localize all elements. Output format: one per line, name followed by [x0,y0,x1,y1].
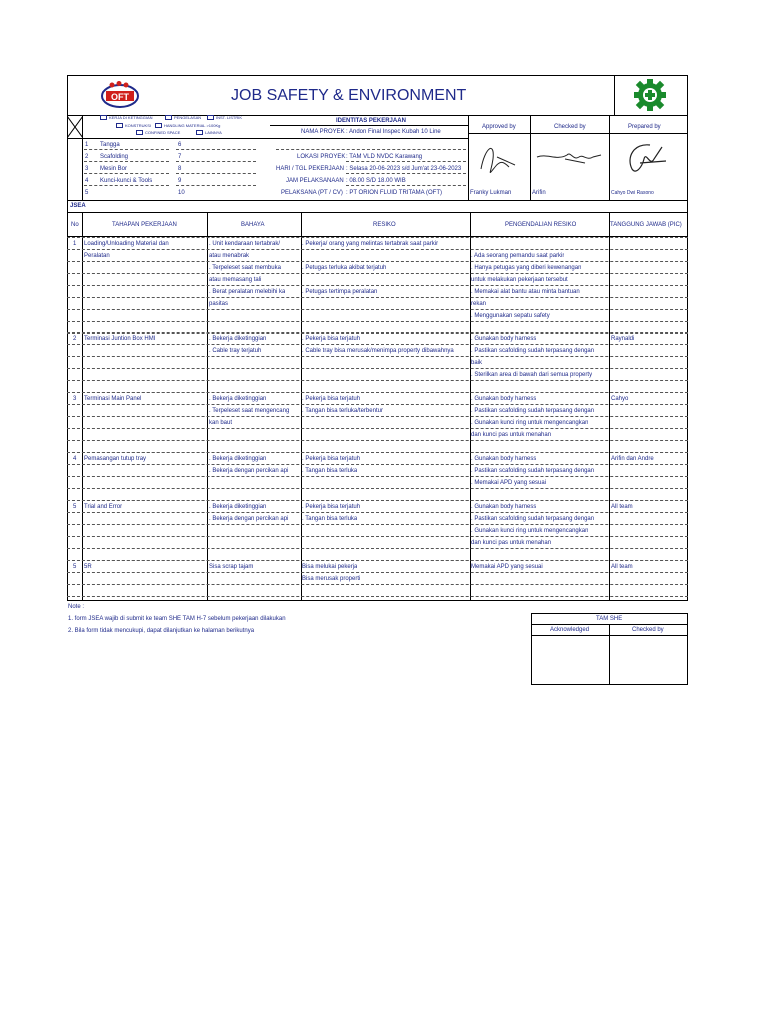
cell-bahaya: . Terpeleset saat membuka [209,265,281,271]
category-inst-listrik[interactable]: INST. LISTRIK [207,115,242,121]
cell-resiko: Bisa melukai pekerja [302,564,358,570]
cell-pengendalian: rekan [471,301,487,307]
prepared-name: Cahyo Dwi Rasono [611,190,654,196]
cell-pengendalian: untuk melakukan pekerjaan tersebut [471,277,568,283]
jsea-label: JSEA [70,203,86,209]
row-no: 3 [73,396,77,402]
row-no: 2 [73,336,77,342]
safety-gear-icon [632,78,668,112]
cell-pengendalian: . Memakai APD yang sesuai [471,480,547,486]
cell-pengendalian: . Gunakan kunci ring untuk mengencangkan [471,420,589,426]
category-pengelasan[interactable]: PENGELASAN [165,115,201,121]
cell-bahaya: . Terpeleset saat mengencang [209,408,290,414]
row-no: 1 [73,241,77,247]
tool-no2: 10 [178,190,185,196]
signature-prepared [620,137,670,181]
cell-resiko: . Tangan bisa terluka [302,516,358,522]
row-no: 5 [73,504,77,510]
category-konstruksi[interactable]: KONSTRUKSI [116,123,151,129]
cell-pic: Raynaldi [611,336,635,342]
cell-pengendalian: . Sterilkan area di bawah dari semua property [471,372,593,378]
cell-tahapan: Terminasi Main Panel [84,396,142,402]
row-no: 5 [73,564,77,570]
tool-no: 5 [85,190,89,196]
tool-no2: 8 [178,166,182,172]
cell-resiko: . Cable tray bisa merusak/menimpa property dibawahnya [302,348,454,354]
cell-pengendalian: . Gunakan body harness [471,504,537,510]
pelaksana-label: PELAKSANA (PT / CV) [281,190,343,196]
cell-resiko: . Pekerja bisa terjatuh [302,456,361,462]
cell-pengendalian: . Pastikan scafolding sudah terpasang dengan [471,408,595,414]
cell-pengendalian: . Gunakan kunci ring untuk mengencangkan [471,528,589,534]
cell-pengendalian: . Gunakan body harness [471,336,537,342]
cell-tahapan: 5R [84,564,92,570]
cell-tahapan: Terminasi Juntion Box HMI [84,336,156,342]
jam-label: JAM PELAKSANAAN [286,178,344,184]
nama-proyek-label: NAMA PROYEK [301,129,345,135]
tgl-value: : Selasa 20-06-2023 s/d Jum'at 23-06-2023 [346,166,462,172]
checked-by-label: Checked by [554,124,586,130]
note-item: 2. Bila form tidak mencukupi, dapat dilanjutkan ke halaman berikutnya [68,628,255,634]
cell-tahapan: Peralatan [84,253,110,259]
tool-no: 2 [85,154,89,160]
checked-name: Arifin [532,190,546,196]
signature-approved [475,137,525,183]
cell-resiko: . Tangan bisa terluka [302,468,358,474]
cell-pic: All team [611,564,633,570]
category-handling-material[interactable]: HANDLING MATERIAL >100Kg [155,123,220,129]
cell-resiko: . Pekerja bisa terjatuh [302,504,361,510]
cell-bahaya: . Unit kendaraan tertabrak/ [209,241,281,247]
cell-pengendalian: . Hanya petugas yang diberi kewenangan [471,265,582,271]
cell-pic: Arifin dan Andre [611,456,654,462]
tool-name: Mesin Bor [100,166,128,172]
tool-no2: 6 [178,142,182,148]
header-tahapan: TAHAPAN PEKERJAAN [112,222,177,228]
cell-bahaya: . Bekerja dengan percikan api [209,516,289,522]
header-pengendalian: PENGENDALIAN RESIKO [505,222,577,228]
cell-bahaya: pasitas [209,301,229,307]
cell-bahaya: . Bekerja diketinggian [209,336,267,342]
tool-no: 1 [85,142,89,148]
row-no: 4 [73,456,77,462]
approved-name: Franky Lukman [470,190,512,196]
approved-by-label: Approved by [482,124,516,130]
cell-resiko: . Petugas terluka akibat terjatuh [302,265,387,271]
cell-pengendalian: . Menggunakan sepatu safety [471,313,550,319]
lokasi-value: : TAM VLD NVDC Karawang [346,154,423,160]
cell-resiko: . Pekerja bisa terjatuh [302,336,361,342]
cell-pic: Cahyo [611,396,629,402]
cell-pengendalian: Memakai APD yang sesuai [471,564,543,570]
cell-resiko: . Pekerja bisa terjatuh [302,396,361,402]
cell-pengendalian: dan kunci pas untuk menahan [471,540,552,546]
category-lainnya[interactable]: LAINNYA [196,130,222,136]
cell-bahaya: . Bekerja diketinggian [209,456,267,462]
cell-bahaya: atau memasang tali [209,277,262,283]
tool-name: Tangga [100,142,120,148]
cell-tahapan: Trial and Error [84,504,123,510]
cell-resiko: . Pekerja/ orang yang melintas tertabrak saat parkir [302,241,439,247]
cell-bahaya: Sisa scrap tajam [209,564,254,570]
cell-pengendalian: . Gunakan body harness [471,456,537,462]
cell-pengendalian: . Pastikan scafolding sudah terpasang dengan [471,468,595,474]
lokasi-label: LOKASI PROYEK [297,154,346,160]
tam-she-checked-by: Checked by [632,627,664,633]
cell-pengendalian: . Gunakan body harness [471,396,537,402]
tool-no: 4 [85,178,89,184]
cell-bahaya: . Bekerja diketinggian [209,504,267,510]
cell-bahaya: . Bekerja diketinggian [209,396,267,402]
tgl-label: HARI / TGL PEKERJAAN [276,166,345,172]
category-kerja-di-ketinggian[interactable]: KERJA DI KETINGGIAN [100,115,153,121]
tam-she-title: TAM SHE [596,616,623,622]
cell-bahaya: kan baut [209,420,233,426]
tool-no: 3 [85,166,89,172]
cell-bahaya: atau menabrak [209,253,250,259]
header-no: No [71,222,79,228]
pelaksana-value: : PT ORION FLUID TRITAMA (OFT) [346,190,443,196]
logo-text: OFT [111,92,129,102]
cell-pic: All team [611,504,633,510]
notes-title: Note : [68,604,85,610]
cell-pengendalian: baik [471,360,483,366]
signature-checked [535,145,605,170]
page-title: JOB SAFETY & ENVIRONMENT [231,87,467,104]
cell-tahapan: Loading/Unloading Material dan [84,241,169,247]
header-pic: TANGGUNG JAWAB (PIC) [610,222,682,228]
oft-logo [98,80,142,110]
cell-resiko: Bisa merusak properti [302,576,361,582]
cell-resiko: . Tangan bisa terluka/terbentur [302,408,383,414]
tam-she-acknowledged: Acknowledged [550,627,590,633]
cell-pengendalian: . Pastikan scafolding sudah terpasang dengan [471,516,595,522]
note-item: 1. form JSEA wajib di submit ke team SHE TAM H-7 sebelum pekerjaan dilakukan [68,616,286,622]
tool-name: Kunci-kunci & Tools [100,178,153,184]
tool-no2: 7 [178,154,182,160]
header-bahaya: BAHAYA [241,222,265,228]
tool-no2: 9 [178,178,182,184]
cell-pengendalian: . Ada seorang pemandu saat parkir [471,253,565,259]
identitas-heading: IDENTITAS PEKERJAAN [336,118,406,124]
nama-proyek-value: : Andon Final Inspec Kubah 10 Line [346,129,441,135]
category-confined-space[interactable]: CONFINED SPACE [136,130,180,136]
header-resiko: RESIKO [373,222,396,228]
cross-mark [67,116,83,138]
prepared-by-label: Prepared by [628,124,661,130]
cell-tahapan: Pemasangan tutup tray [84,456,147,462]
cell-pengendalian: . Memakai alat bantu atau minta bantuan [471,289,580,295]
cell-pengendalian: . Pastikan scafolding sudah terpasang dengan [471,348,595,354]
tool-name: Scafolding [100,154,129,160]
jam-value: : 08.00 S/D 18.00 WIB [346,178,406,184]
cell-resiko: . Petugas tertimpa peralatan [302,289,378,295]
cell-bahaya: . Cable tray terjatuh [209,348,262,354]
cell-pengendalian: dan kunci pas untuk menahan [471,432,552,438]
cell-bahaya: . Berat peralatan melebihi ka [209,289,286,295]
cell-bahaya: . Bekerja dengan percikan api [209,468,289,474]
